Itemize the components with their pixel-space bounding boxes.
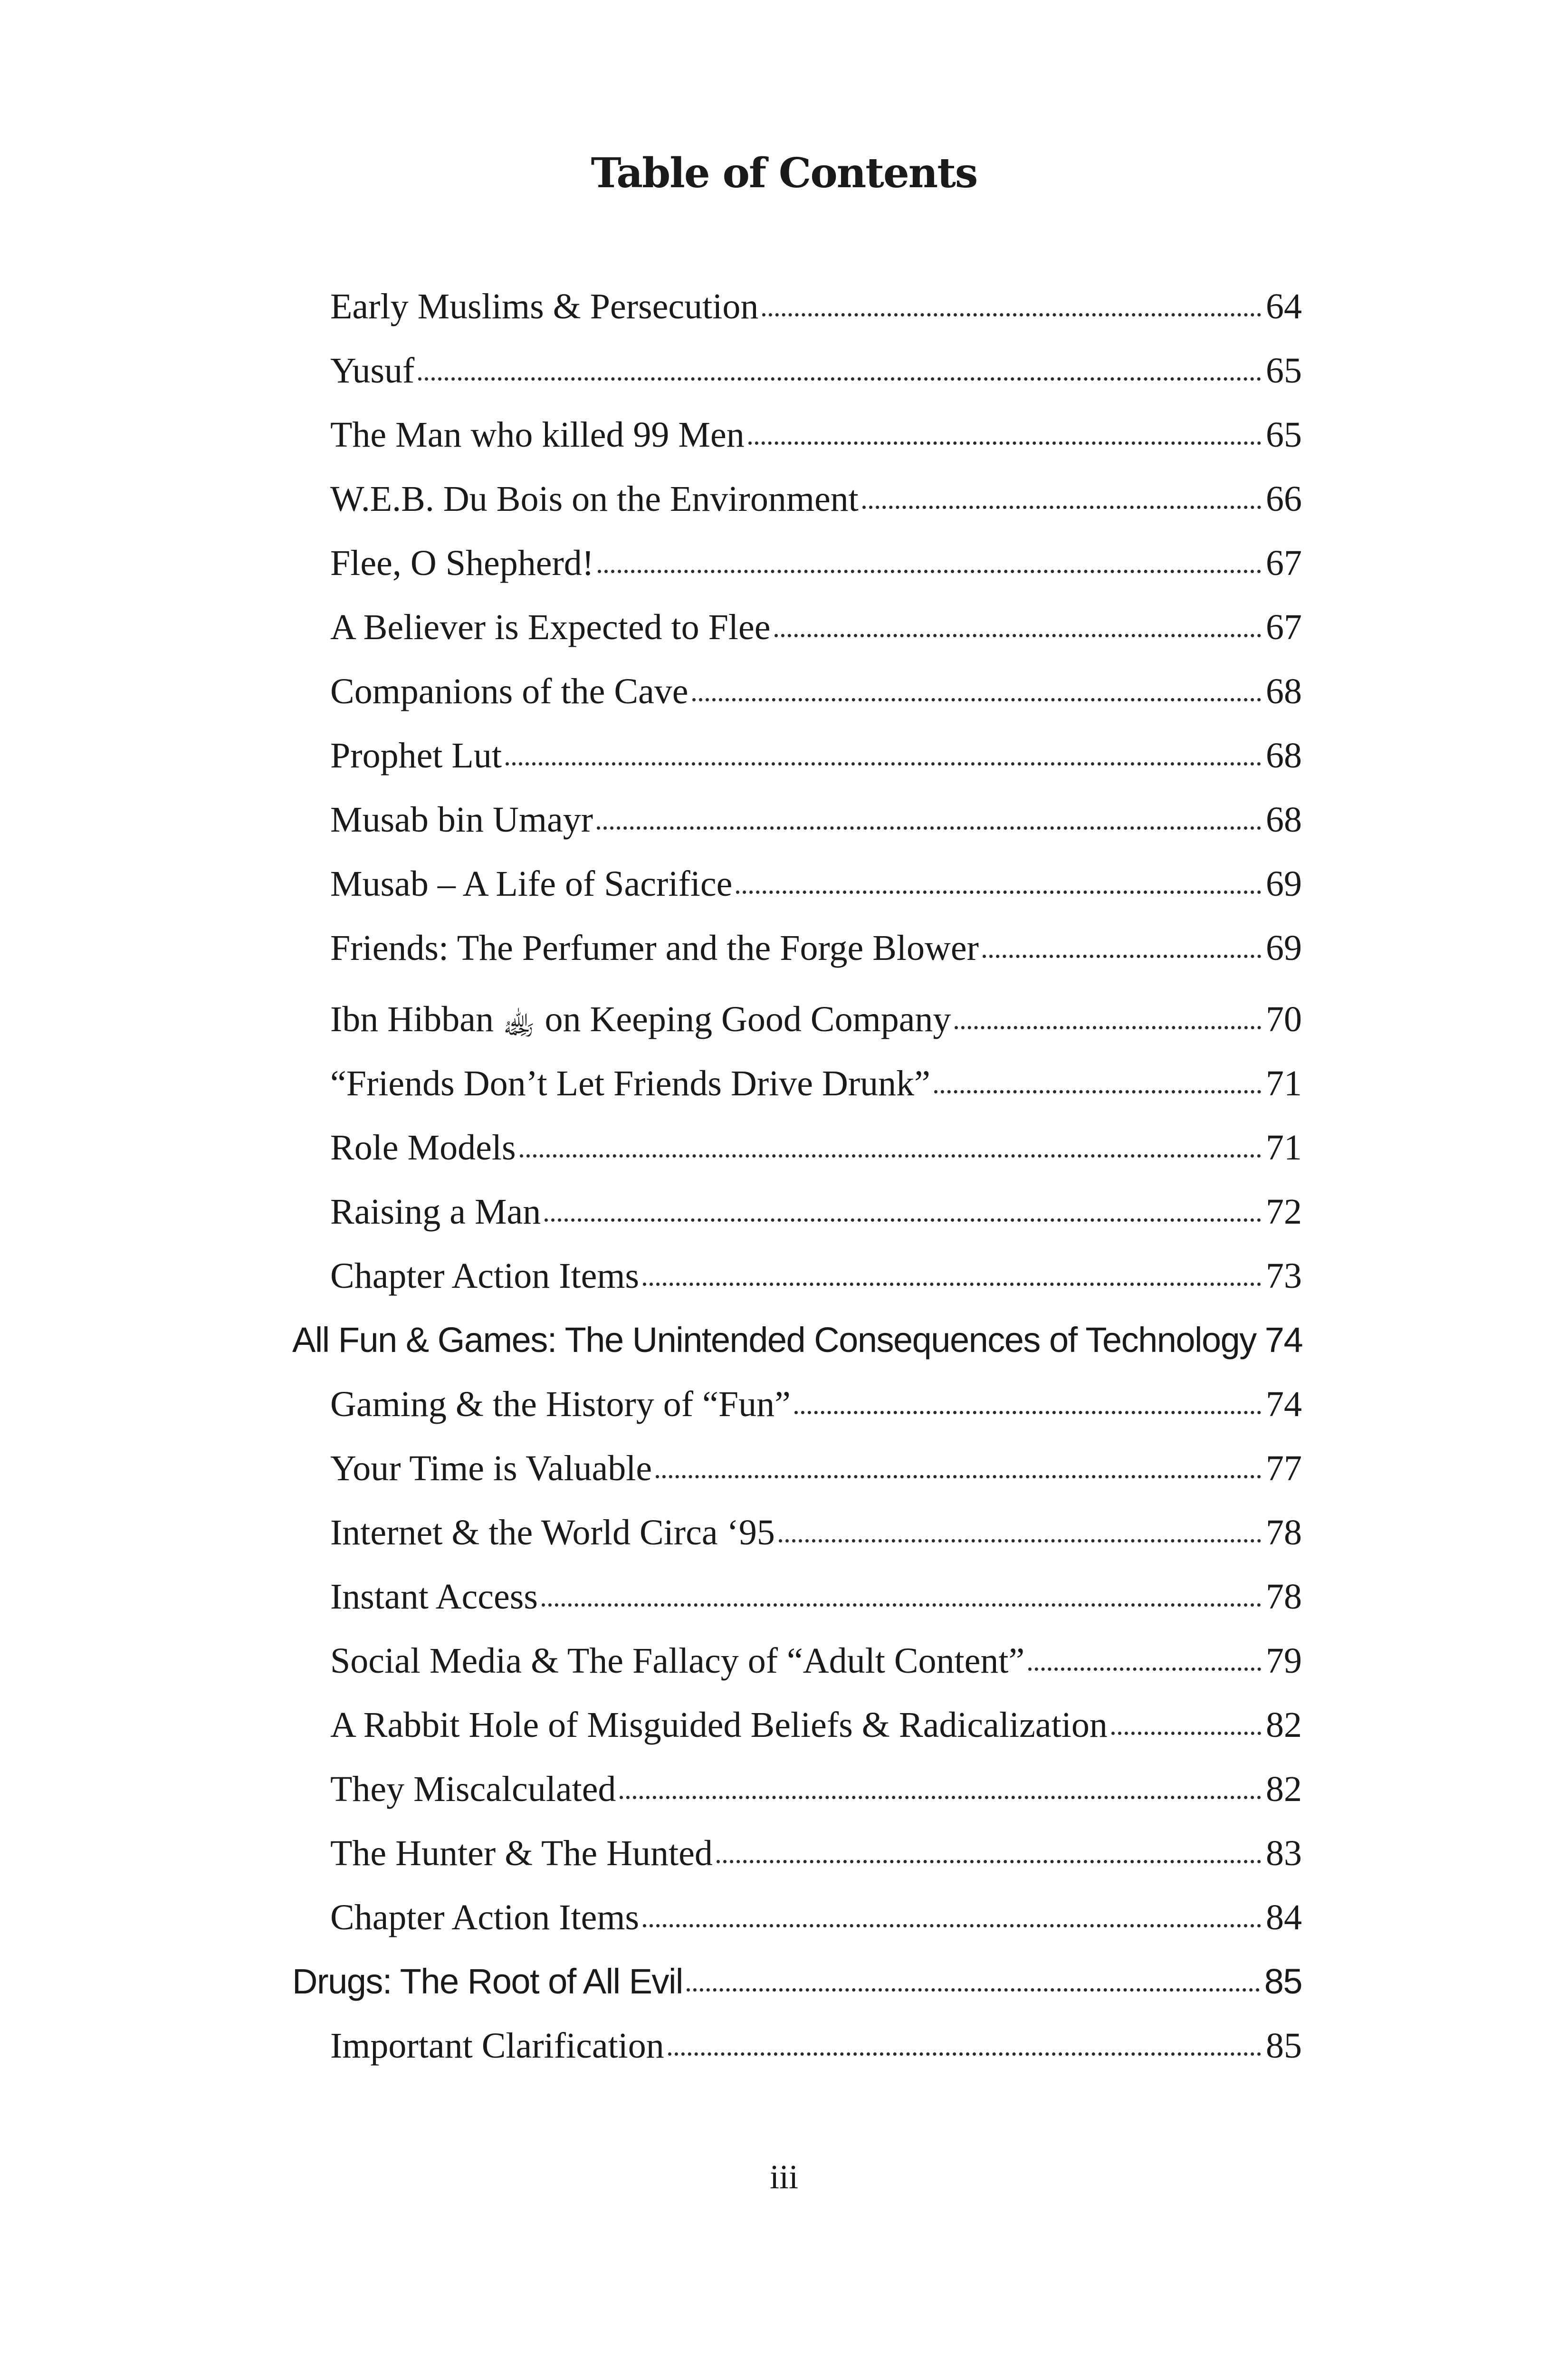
- toc-entry-page: 73: [1266, 1256, 1302, 1296]
- toc-entry[interactable]: [330, 917, 1302, 979]
- toc-entry-label: Yusuf: [330, 351, 415, 391]
- dot-leader: [955, 1023, 1261, 1029]
- toc-entry[interactable]: [330, 1758, 1302, 1820]
- toc-entry-page: 69: [1266, 928, 1302, 968]
- toc-entry-label: Chapter Action Items: [330, 1897, 640, 1937]
- toc-entry[interactable]: [330, 725, 1302, 786]
- toc-chapter-entry[interactable]: [292, 1951, 1302, 2012]
- dot-leader: [656, 1472, 1261, 1478]
- toc-entry[interactable]: [330, 2015, 1302, 2077]
- dot-leader: [668, 2050, 1261, 2056]
- toc-entry-page: 85: [1264, 1962, 1302, 2001]
- toc-entry-label: Your Time is Valuable: [330, 1448, 652, 1488]
- toc-entry-page: 85: [1266, 2026, 1302, 2066]
- toc-entry-page: 67: [1266, 543, 1302, 583]
- toc-entry-page: 68: [1266, 800, 1302, 840]
- toc-entry-page: 71: [1266, 1063, 1302, 1103]
- toc-entry-page: 67: [1266, 607, 1302, 647]
- toc-entry-page: 74: [1266, 1384, 1302, 1424]
- toc-entry-label: Important Clarification: [330, 2026, 664, 2066]
- toc-entry-page: 65: [1266, 415, 1302, 455]
- page-title: Table of Contents: [591, 149, 977, 197]
- toc-entry[interactable]: [330, 340, 1302, 402]
- dot-leader: [779, 1536, 1261, 1542]
- toc-entry[interactable]: [330, 1822, 1302, 1884]
- dot-leader: [620, 1793, 1261, 1799]
- toc-entry-page: 78: [1266, 1513, 1302, 1552]
- toc-entry-label: Musab bin Umayr: [330, 800, 593, 840]
- toc-entry-label: A Rabbit Hole of Misguided Beliefs & Radicalization: [330, 1705, 1108, 1745]
- toc-entry[interactable]: [330, 789, 1302, 851]
- toc-entry[interactable]: [330, 1437, 1302, 1499]
- dot-leader: [542, 1600, 1261, 1607]
- dot-leader: [687, 1985, 1260, 1992]
- toc-entry-page: 68: [1266, 736, 1302, 776]
- dot-leader: [520, 1151, 1261, 1158]
- toc-entry-page: 74: [1264, 1320, 1303, 1360]
- toc-entry[interactable]: [330, 1694, 1302, 1756]
- dot-leader: [762, 310, 1261, 316]
- toc-entry-label: Companions of the Cave: [330, 671, 688, 711]
- toc-entry-label: W.E.B. Du Bois on the Environment: [330, 479, 859, 519]
- toc-entry[interactable]: [330, 1117, 1302, 1178]
- toc-entry-label: Musab – A Life of Sacrifice: [330, 864, 733, 904]
- toc-entry[interactable]: [330, 1566, 1302, 1628]
- toc-entry-page: 65: [1266, 351, 1302, 391]
- toc-entry-label: Chapter Action Items: [330, 1256, 640, 1296]
- toc-entry-label: Drugs: The Root of All Evil: [292, 1962, 683, 2001]
- toc-entry-label: Prophet Lut: [330, 736, 502, 776]
- toc-entry-label: Flee, O Shepherd!: [330, 543, 594, 583]
- dot-leader: [748, 439, 1261, 445]
- toc-entry[interactable]: [330, 1245, 1302, 1307]
- toc-entry-label: “Friends Don’t Let Friends Drive Drunk”: [330, 1063, 930, 1103]
- toc-entry[interactable]: [330, 1502, 1302, 1563]
- dot-leader: [418, 374, 1261, 381]
- dot-leader: [545, 1216, 1261, 1222]
- toc-entry[interactable]: [330, 276, 1302, 337]
- dot-leader: [983, 952, 1261, 958]
- toc-entry-page: 79: [1266, 1641, 1302, 1681]
- dot-leader: [643, 1280, 1261, 1286]
- toc-entry[interactable]: [330, 1373, 1302, 1435]
- dot-leader: [1028, 1665, 1261, 1671]
- toc-entry-page: 78: [1266, 1577, 1302, 1617]
- toc-entry-label: Instant Access: [330, 1577, 538, 1617]
- toc-entry-page: 82: [1266, 1769, 1302, 1809]
- dot-leader: [598, 567, 1261, 573]
- toc-entry[interactable]: [330, 1053, 1302, 1114]
- dot-leader: [717, 1857, 1261, 1863]
- toc-entry[interactable]: [330, 532, 1302, 594]
- dot-leader: [692, 695, 1261, 701]
- toc-entry-label: Social Media & The Fallacy of “Adult Content”: [330, 1641, 1025, 1681]
- dot-leader: [934, 1087, 1261, 1093]
- toc-entry[interactable]: [330, 661, 1302, 722]
- dot-leader: [597, 824, 1261, 830]
- toc-entry-page: 66: [1266, 479, 1302, 519]
- toc-entry-page: 68: [1266, 671, 1302, 711]
- page-number: iii: [769, 2158, 798, 2196]
- dot-leader: [774, 631, 1261, 637]
- toc-entry-page: 83: [1266, 1833, 1302, 1873]
- toc-entry[interactable]: [330, 468, 1302, 530]
- toc-entry-page: 69: [1266, 864, 1302, 904]
- toc-entry[interactable]: [330, 853, 1302, 915]
- toc-entry-label: The Hunter & The Hunted: [330, 1833, 713, 1873]
- toc-entry-page: 64: [1266, 287, 1302, 326]
- toc-entry-label: Raising a Man: [330, 1192, 541, 1232]
- toc-chapter-entry[interactable]: [292, 1309, 1302, 1371]
- toc-entry-label: All Fun & Games: The Unintended Consequences of Technology: [292, 1320, 1256, 1360]
- dot-leader: [862, 503, 1261, 509]
- dot-leader: [794, 1408, 1261, 1414]
- toc-entry[interactable]: [330, 404, 1302, 466]
- toc-entry-label: They Miscalculated: [330, 1769, 616, 1809]
- toc-entry-label: Friends: The Perfumer and the Forge Blower: [330, 928, 979, 968]
- toc-entry[interactable]: [330, 988, 1302, 1050]
- dot-leader: [1111, 1729, 1261, 1735]
- toc-entry-page: 70: [1266, 999, 1302, 1039]
- toc-entry[interactable]: [330, 1181, 1302, 1243]
- toc-entry-label: A Believer is Expected to Flee: [330, 607, 771, 647]
- toc-entry-page: 82: [1266, 1705, 1302, 1745]
- toc-entry-page: 77: [1266, 1448, 1302, 1488]
- toc-entry-page: 84: [1266, 1897, 1302, 1937]
- toc-entry-page: 71: [1266, 1128, 1302, 1168]
- toc-entry-label: Internet & the World Circa ‘95: [330, 1513, 775, 1552]
- dot-leader: [506, 759, 1261, 766]
- toc-entry-page: 72: [1266, 1192, 1302, 1232]
- toc-entry-label: Role Models: [330, 1128, 516, 1168]
- toc-entry-label: Gaming & the History of “Fun”: [330, 1384, 791, 1424]
- toc-entry[interactable]: [330, 1887, 1302, 1948]
- toc-entry-label: Ibn Hibban ﵀ on Keeping Good Company: [330, 999, 951, 1039]
- toc-entry-label: Early Muslims & Persecution: [330, 287, 759, 326]
- dot-leader: [736, 888, 1261, 894]
- toc-entry-label: The Man who killed 99 Men: [330, 415, 745, 455]
- toc-entry[interactable]: [330, 1630, 1302, 1692]
- dot-leader: [643, 1921, 1261, 1927]
- toc-entry[interactable]: [330, 596, 1302, 658]
